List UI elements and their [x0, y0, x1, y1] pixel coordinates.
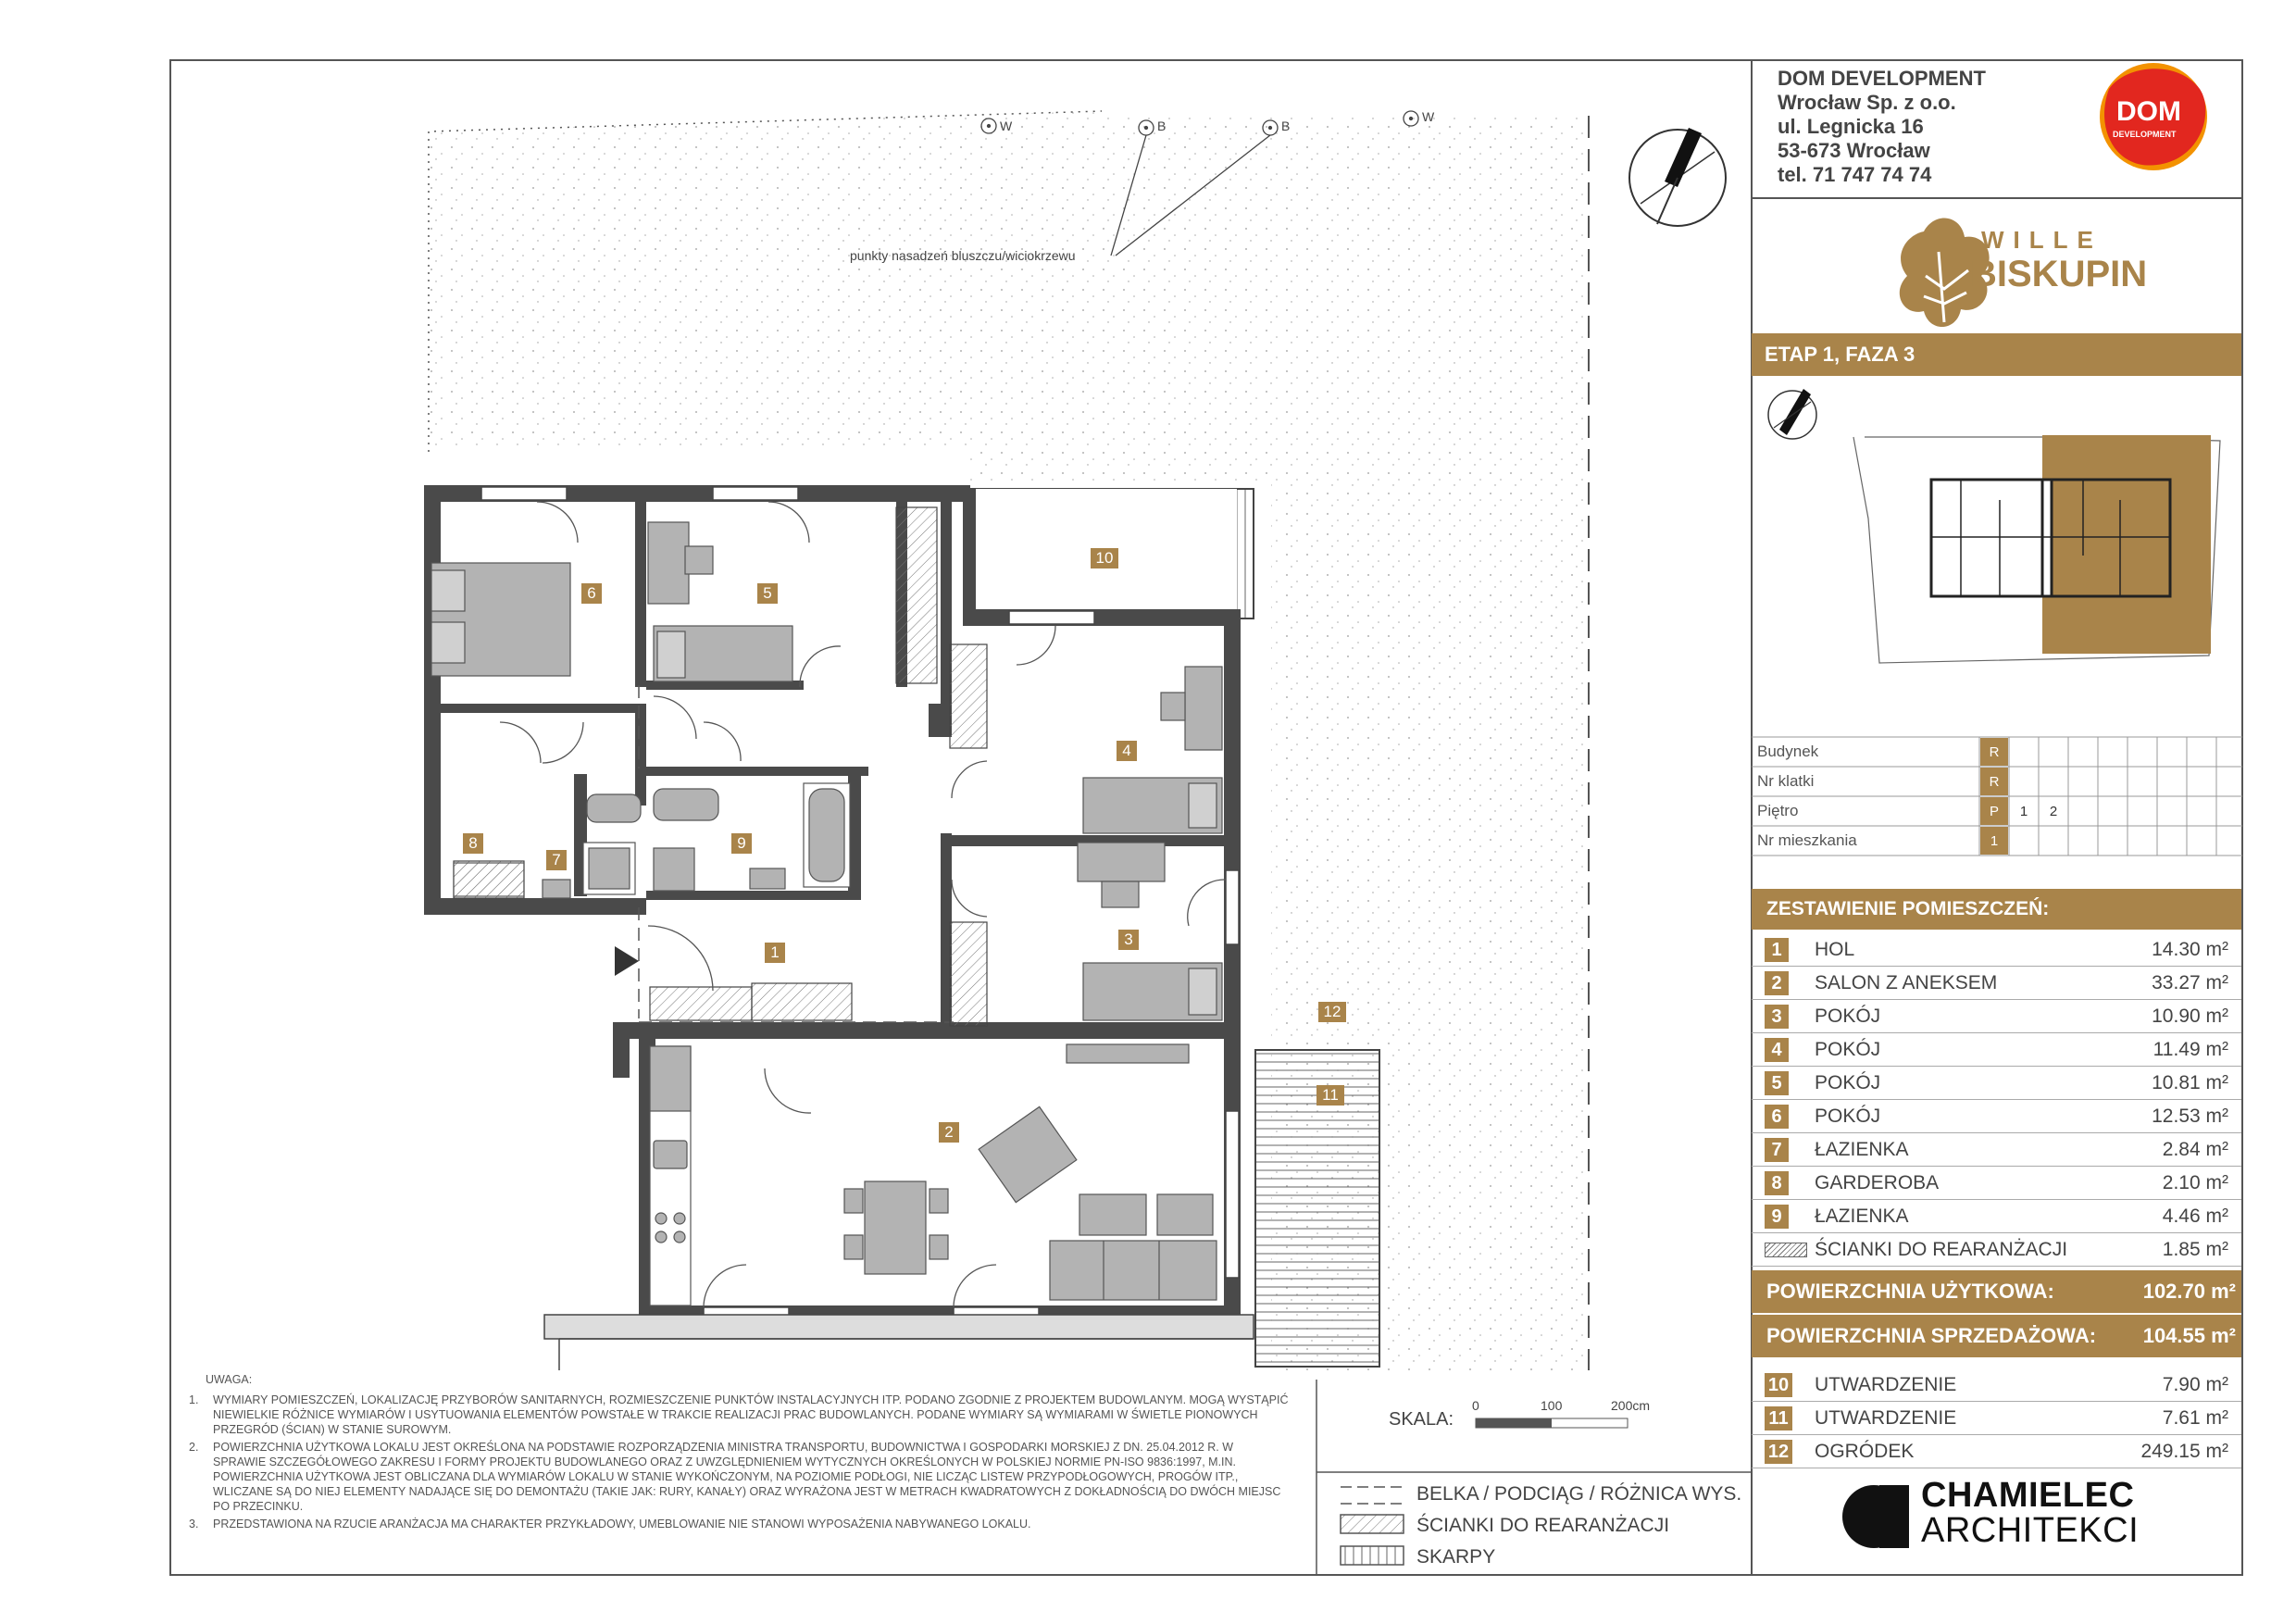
note-item: 2. POWIERZCHNIA UŻYTKOWA LOKALU JEST OKREŚLONA NA PODSTAWIE ROZPORZĄDZENIA MINISTRA TRANSPORTU, BUDOWNICTWA I GOSPODARKI MORSKIEJ Z DN. 25.04.2012 R. W SPRAWIE SZCZEGÓŁOWEGO ZAKRESU I FORMY PROJEKTU BUDOWLANEGO ORAZ Z UWZGLĘDNIENIEM WYTYCZNYCH OKREŚLONYCH W POLSKIEJ NORMIE PN-ISO 9836:1997, M.IN. POWIERZCHNIA UŻYTKOWA JEST OBLICZANA DLA WYMIARÓW LOKALU W STANIE WYKOŃCZONYM, NA POZIOMIE PODŁOGI, NIE LICZĄC LISTEW PRZYPODŁOGOWYCH, PROGÓW ITP., WLICZANE SĄ DO NIEJ ELEMENTY NADAJĄCE SIĘ DO DEMONTAŻU (TAKIE JAK: RURY, KANAŁY) ORAZ WYRAŻONA JEST W METRACH KWADRATOWYCH Z DOKŁADNOŚCIĄ DO DWÓCH MIEJSC PO PRZECINKU. [189, 1441, 1281, 1513]
legend-item: BELKA / PODCIĄG / RÓŻNICA WYS. [1416, 1483, 1742, 1505]
grid-value: R [1989, 774, 2000, 790]
partitions-row: ŚCIANKI DO REARANŻACJI 1.85 m² [1752, 1233, 2241, 1267]
room-tag: 12 [1318, 1002, 1346, 1022]
project-name-top: WILLE [1981, 226, 2103, 254]
stage-banner: ETAP 1, FAZA 3 [1752, 333, 2241, 376]
planting-note: punkty nasadzeń bluszczu/wiciokrzewu [850, 248, 1076, 263]
extra-row: 12 OGRÓDEK 249.15 m² [1752, 1435, 2241, 1468]
legend-icons [1341, 1487, 1404, 1565]
chamielec-logo [1842, 1485, 1909, 1548]
marker-label: W [1422, 109, 1435, 124]
extra-row: 10 UTWARDZENIE 7.90 m² [1752, 1368, 2241, 1402]
grid-value: 2 [2049, 804, 2058, 819]
room-row: 9 ŁAZIENKA 4.46 m² [1752, 1200, 2241, 1233]
room-row: 1 HOL 14.30 m² [1752, 933, 2241, 967]
sale-area-row: POWIERZCHNIA SPRZEDAŻOWA: 104.55 m² [1752, 1315, 2241, 1357]
grid-value: P [1989, 804, 1999, 819]
grid-label: Piętro [1757, 802, 1799, 819]
developer-line: 53-673 Wrocław [1778, 139, 1930, 162]
grid-label: Nr mieszkania [1757, 831, 1857, 849]
grid-label: Nr klatki [1757, 772, 1815, 790]
room-tag: 9 [731, 833, 752, 854]
architect-name: CHAMIELEC ARCHITEKCI [1921, 1476, 2140, 1550]
scale-tick: 0 [1472, 1398, 1479, 1413]
scale-tick: 100 [1541, 1398, 1563, 1413]
grid-value: 1 [2019, 804, 2028, 819]
dom-logo-subtext: DEVELOPMENT [2113, 130, 2177, 139]
room-tag: 2 [939, 1122, 959, 1143]
room-row: 2 SALON Z ANEKSEM 33.27 m² [1752, 967, 2241, 1000]
legend-item: SKARPY [1416, 1546, 1496, 1568]
project-name-bottom: BISKUPIN [1970, 254, 2148, 294]
room-row: 8 GARDEROBA 2.10 m² [1752, 1167, 2241, 1200]
note-item: 1. WYMIARY POMIESZCZEŃ, LOKALIZACJĘ PRZYBORÓW SANITARNYCH, ROZMIESZCZENIE PUNKTÓW INSTALACYJNYCH ITP. PODANO ZGODNIE Z PROJEKTEM BUDOWLANYM. MOGĄ WYSTĄPIĆ NIEWIELKIE RÓŻNICE WYMIARÓW I USYTUOWANIA ELEMENTÓW POWSTAŁE W TRAKCIE REALIZACJI PRAC BUDOWLANYCH. PODANE WYMIARY SĄ WYMIARAMI W ŚWIETLE PIONOWYCH PRZEGRÓD (ŚCIAN) W STANIE SUROWYM. [189, 1393, 1289, 1436]
room-row: 3 POKÓJ 10.90 m² [1752, 1000, 2241, 1033]
marker-label: B [1281, 119, 1291, 133]
developer-line: ul. Legnicka 16 [1778, 115, 1924, 138]
scale-label: SKALA: [1389, 1409, 1454, 1430]
room-tag: 7 [546, 850, 567, 870]
extra-row: 11 UTWARDZENIE 7.61 m² [1752, 1402, 2241, 1435]
developer-line: Wrocław Sp. z o.o. [1778, 91, 1956, 114]
usable-area-row: POWIERZCHNIA UŻYTKOWA: 102.70 m² [1752, 1270, 2241, 1313]
notes-title: UWAGA: [206, 1373, 253, 1386]
north-arrow [1629, 128, 1726, 226]
room-row: 4 POKÓJ 11.49 m² [1752, 1033, 2241, 1067]
legend-item: ŚCIANKI DO REARANŻACJI [1416, 1515, 1670, 1536]
room-tag: 10 [1091, 548, 1118, 568]
grid-value: R [1989, 744, 2000, 760]
room-tag: 6 [581, 583, 602, 604]
dom-logo-text: DOM [2116, 96, 2181, 127]
room-tag: 1 [765, 943, 785, 963]
developer-line: tel. 71 747 74 74 [1778, 163, 1932, 186]
notes-block [189, 1372, 1289, 1534]
room-row: 7 ŁAZIENKA 2.84 m² [1752, 1133, 2241, 1167]
grid-label: Budynek [1757, 743, 1819, 760]
rooms-summary-heading: ZESTAWIENIE POMIESZCZEŃ: [1752, 889, 2241, 930]
scale-tick: 200cm [1611, 1398, 1651, 1413]
room-row: 6 POKÓJ 12.53 m² [1752, 1100, 2241, 1133]
grid-value: 1 [1990, 833, 1999, 849]
marker-label: W [1000, 119, 1013, 133]
developer-line: DOM DEVELOPMENT [1778, 67, 1986, 90]
room-tag: 5 [757, 583, 778, 604]
note-item: 3. PRZEDSTAWIONA NA RZUCIE ARANŻACJA MA CHARAKTER PRZYKŁADOWY, UMEBLOWANIE NIE STANOWI WYPOSAŻENIA NABYWANEGO LOKALU. [189, 1518, 1031, 1530]
room-tag: 4 [1117, 741, 1137, 761]
key-plan [1768, 389, 2220, 663]
developer-address [1778, 67, 1986, 187]
marker-label: B [1157, 119, 1167, 133]
room-tag: 11 [1316, 1085, 1344, 1106]
room-row: 5 POKÓJ 10.81 m² [1752, 1067, 2241, 1100]
room-tag: 8 [463, 833, 483, 854]
scale-bar [1476, 1418, 1628, 1428]
hatch-icon [1765, 1243, 1807, 1257]
room-tag: 3 [1118, 930, 1139, 950]
